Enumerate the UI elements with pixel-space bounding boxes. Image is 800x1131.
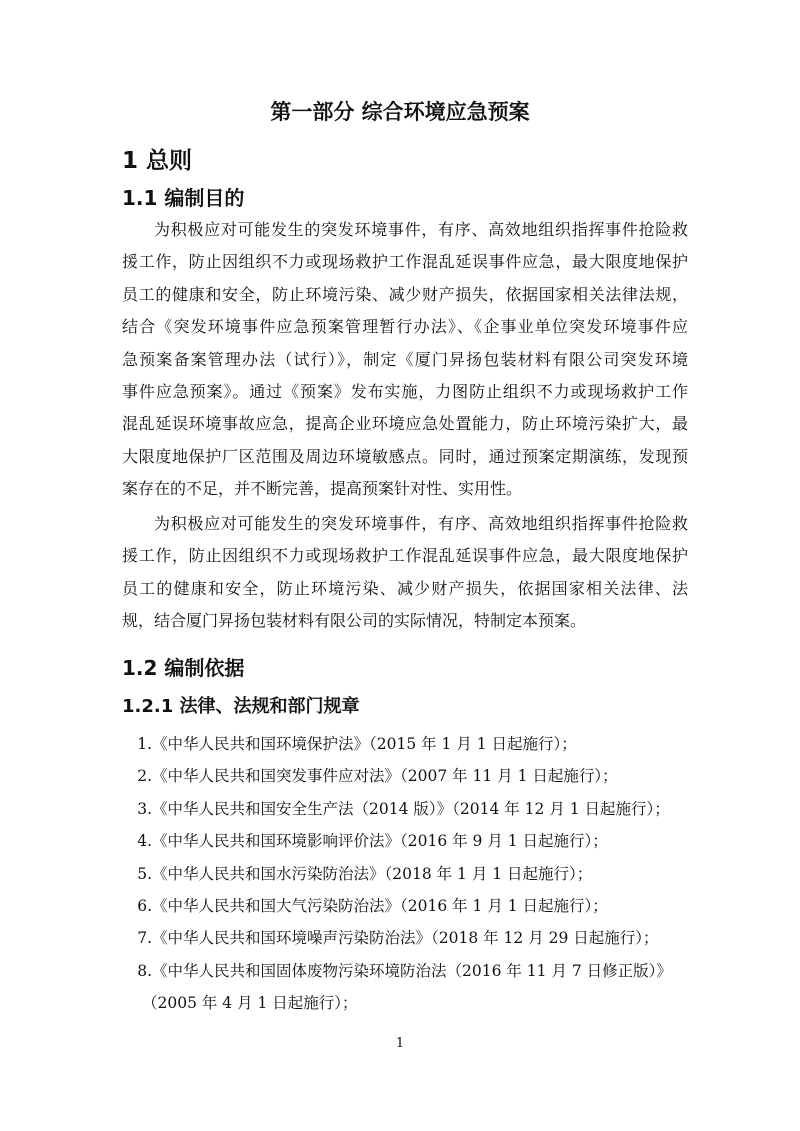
- paragraph-line: 员工的健康和安全，防止环境污染、减少财产损失，依据国家相关法律、法: [122, 578, 688, 598]
- list-item-text: 《中华人民共和国固体废物污染环境防治法（2016 年 11 月 7 日修正版）》: [152, 961, 672, 980]
- list-item-number: 8.: [137, 961, 152, 980]
- paragraph-line: 结合《突发环境事件应急预案管理暂行办法》、《企事业单位突发环境事件应: [122, 317, 688, 337]
- list-item: [122, 760, 682, 792]
- list-item: [122, 793, 682, 825]
- paragraph-line: 援工作，防止因组织不力或现场救护工作混乱延误事件应急，最大限度地保护: [122, 546, 688, 566]
- list-item-text: 《中华人民共和国环境保护法》（2015 年 1 月 1 日起施行）；: [152, 735, 577, 753]
- list-item: [122, 728, 682, 760]
- list-item-number: 1.: [137, 735, 152, 753]
- list-item: [122, 890, 682, 922]
- list-item-number: 7.: [137, 929, 152, 948]
- paragraph-line: 为积极应对可能发生的突发环境事件，有序、高效地组织指挥事件抢险救: [154, 514, 688, 533]
- list-item: [122, 858, 682, 890]
- paragraph-line: 混乱延误环境事故应急，提高企业环境应急处置能力，防止环境污染扩大，最: [122, 414, 688, 434]
- list-item-number: 5.: [137, 864, 152, 883]
- subsection-heading-basis: 1.2 编制依据: [122, 656, 245, 680]
- page-title: 第一部分 综合环境应急预案: [270, 100, 530, 124]
- list-item-text: 《中华人民共和国突发事件应对法》（2007 年 11 月 1 日起施行）；: [152, 767, 618, 786]
- list-item-continuation: （2005 年 4 月 1 日起施行）；: [142, 994, 358, 1013]
- list-item: [122, 922, 682, 954]
- laws-list: [122, 728, 682, 1020]
- subsection-heading-purpose: 1.1 编制目的: [122, 186, 245, 210]
- list-item: [122, 825, 682, 857]
- paragraph-line: 员工的健康和安全，防止环境污染、减少财产损失，依据国家相关法律法规，: [122, 284, 688, 304]
- list-item: [122, 955, 682, 1020]
- paragraph-line: 急预案备案管理办法（试行）》，制定《厦门昇扬包装材料有限公司突发环境: [122, 349, 688, 369]
- list-item-text: 《中华人民共和国安全生产法（2014 版）》（2014 年 12 月 1 日起施行）；: [152, 799, 670, 818]
- purpose-paragraph-2: [122, 508, 688, 638]
- paragraph-line: 案存在的不足，并不断完善，提高预案针对性、实用性。: [122, 479, 523, 499]
- paragraph-line: 规，结合厦门昇扬包装材料有限公司的实际情况，特制定本预案。: [122, 611, 587, 631]
- paragraph-line: 事件应急预案》。通过《预案》发布实施，力图防止组织不力或现场救护工作: [122, 382, 688, 402]
- list-item-number: 4.: [137, 832, 152, 851]
- page-number: 1: [395, 1036, 405, 1051]
- paragraph-line: 援工作，防止因组织不力或现场救护工作混乱延误事件应急，最大限度地保护: [122, 252, 688, 272]
- list-item-number: 3.: [137, 799, 152, 818]
- list-item-text: 《中华人民共和国大气污染防治法》（2016 年 1 月 1 日起施行）；: [152, 896, 608, 915]
- list-item-text: 《中华人民共和国环境影响评价法》（2016 年 9 月 1 日起施行）；: [152, 832, 608, 851]
- purpose-paragraph-1: [122, 214, 688, 506]
- list-item-text: 《中华人民共和国水污染防治法》（2018 年 1 月 1 日起施行）；: [152, 864, 593, 883]
- paragraph-line: 为积极应对可能发生的突发环境事件，有序、高效地组织指挥事件抢险救: [154, 220, 688, 239]
- section-heading-general: 1 总则: [122, 148, 193, 174]
- subsubsection-heading-laws: 1.2.1 法律、法规和部门规章: [122, 696, 360, 717]
- list-item-text: 《中华人民共和国环境噪声污染防治法》（2018 年 12 月 29 日起施行）；: [152, 929, 659, 948]
- paragraph-line: 大限度地保护厂区范围及周边环境敏感点。同时，通过预案定期演练，发现预: [122, 446, 688, 466]
- list-item-number: 6.: [137, 896, 152, 915]
- list-item-number: 2.: [137, 767, 152, 786]
